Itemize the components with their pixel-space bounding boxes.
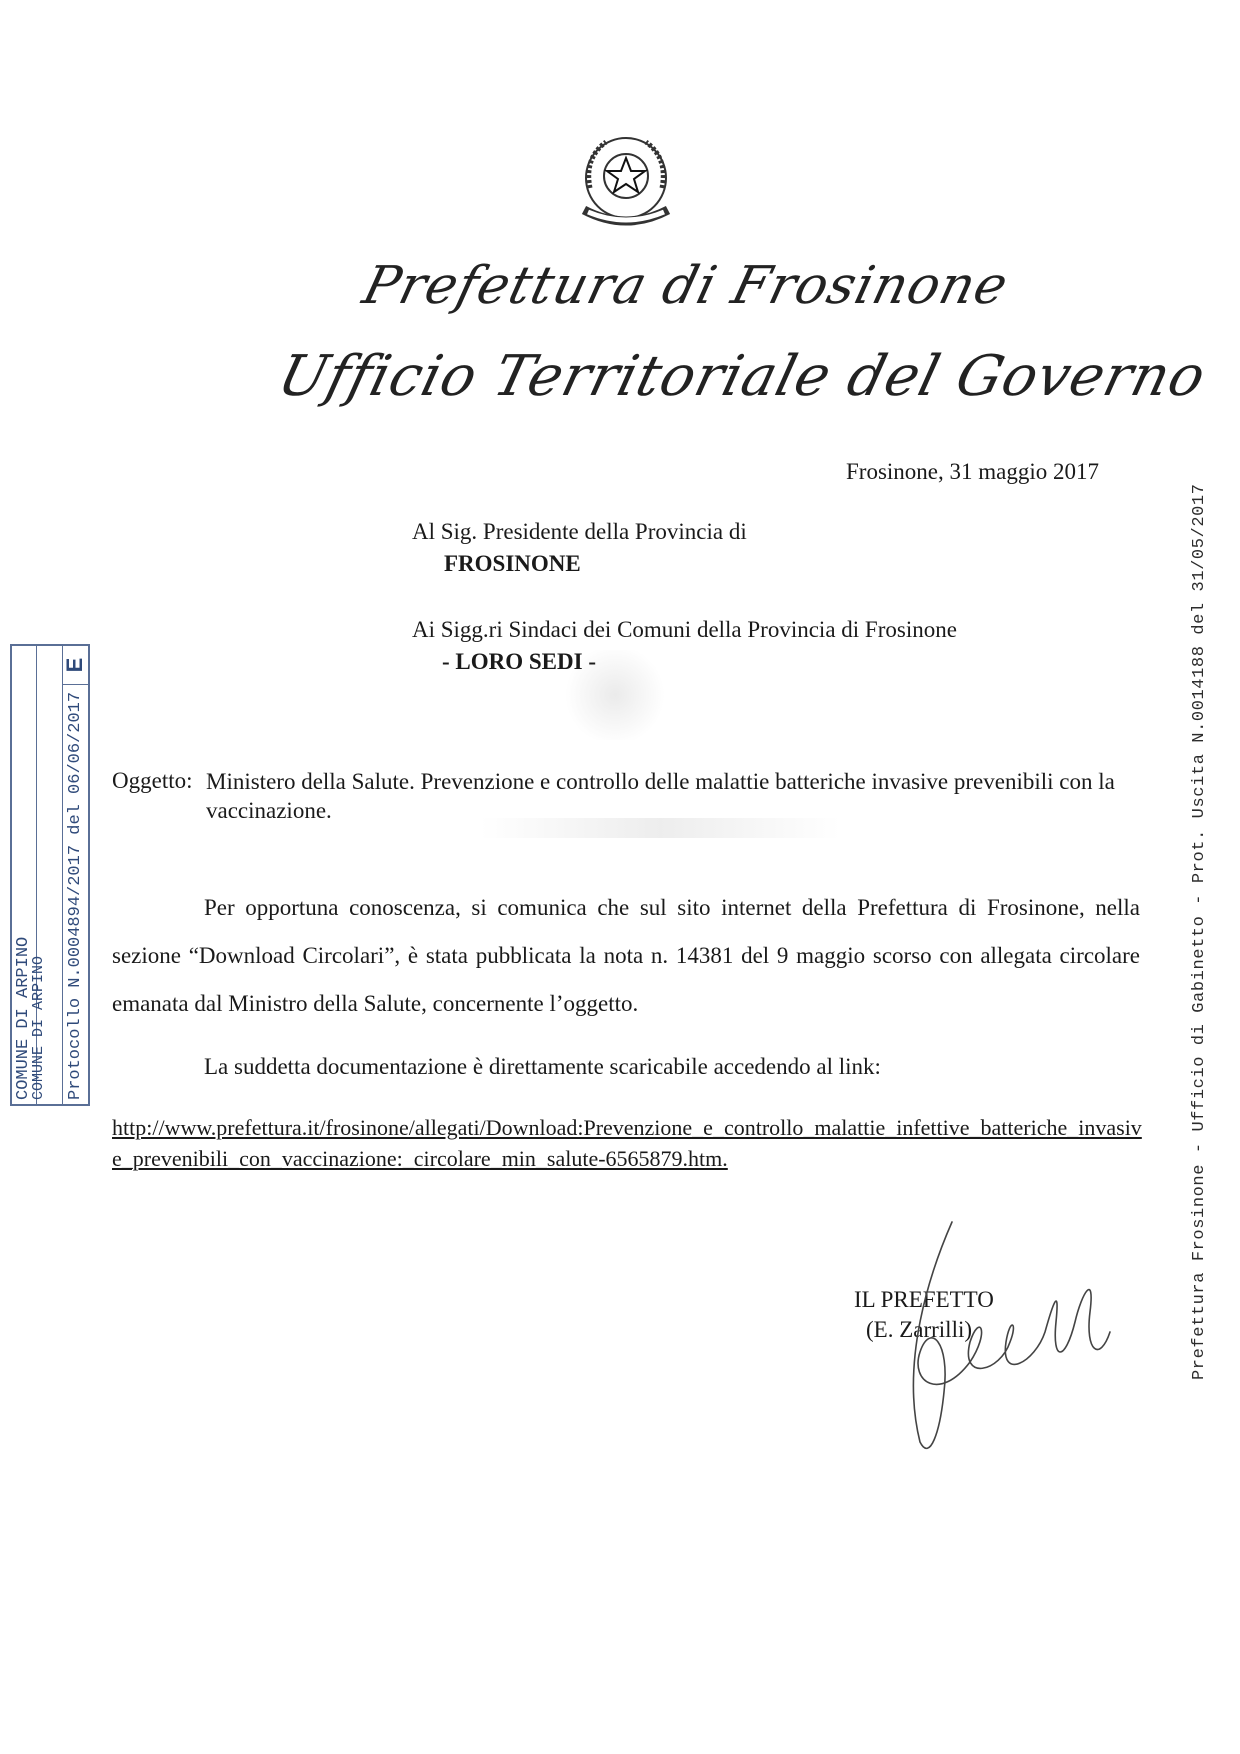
letter-date: Frosinone, 31 maggio 2017 [846,459,1099,484]
protocol-stamp [10,644,88,1104]
header-title: Prefettura di Frosinone [357,256,1015,316]
signature-name: (E. Zarrilli) [866,1317,973,1342]
stamp-line: COMUNE DI ARPINO [30,955,47,1100]
signature-title: IL PREFETTO [854,1287,994,1312]
body-paragraph: La suddetta documentazione è direttamente scaricabile accedendo al link: [204,1054,881,1079]
scan-artifact [560,650,670,740]
handwritten-signature-icon [860,1212,1160,1462]
stamp-line: COMUNE DI ARPINO [14,936,33,1100]
stamp-protocol: Protocollo N.0004894/2017 del 06/06/2017 [66,691,85,1100]
side-protocol: Prefettura Frosinone - Ufficio di Gabinetto - Prot. Uscita N.0014188 del 31/05/2017 [1190,483,1209,1380]
header-subtitle: Ufficio Territoriale del Governo [271,344,1213,409]
recipient-bold: - LORO SEDI - [442,649,596,674]
download-link[interactable]: http://www.prefettura.it/frosinone/allegati/Download:Prevenzione_e_controllo_malattie_infettive_batteriche_invasive_prevenibili_con_vaccinazione:_circolare_min_salute-6565879.htm. [112,1115,1142,1171]
recipient-line: Ai Sigg.ri Sindaci dei Comuni della Provincia di Frosinone [412,617,957,642]
recipient-line: Al Sig. Presidente della Provincia di [412,519,747,544]
subject-text: Ministero della Salute. Prevenzione e controllo delle malattie batteriche invasive prevenibili con la vaccinazione. [206,769,1115,823]
body-paragraph: Per opportuna conoscenza, si comunica che sul sito internet della Prefettura di Frosinone, nella sezione “Download Circolari”, è stata pubblicata la nota n. 14381 del 9 maggio scorso con allegata circolare emanata dal Ministro della Salute, concernente l’oggetto. [112,895,1140,1016]
subject-label: Oggetto: [112,768,193,793]
recipient-bold: FROSINONE [444,551,581,576]
scan-artifact [480,818,840,838]
stamp-letter: E [62,657,87,673]
republic-emblem-icon [570,128,682,236]
